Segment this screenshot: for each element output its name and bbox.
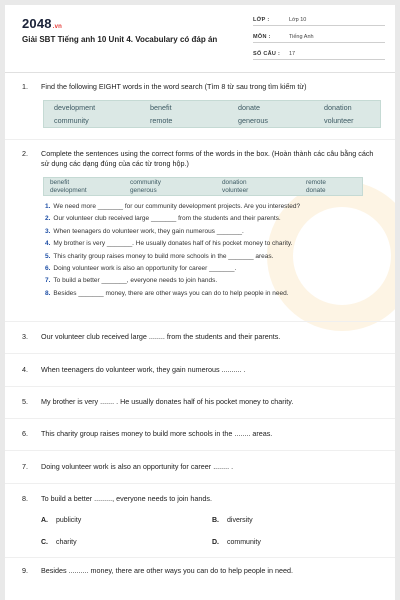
divider: [5, 353, 395, 354]
document-page: [5, 5, 395, 600]
word-item: volunteer: [222, 187, 249, 194]
question-text: When teenagers do volunteer work, they gain numerous .......... .: [41, 365, 246, 374]
question-6: [22, 429, 382, 439]
divider: [5, 557, 395, 558]
option-b[interactable]: B. diversity: [212, 517, 253, 524]
question-text: Complete the sentences using the correct forms of the words in the box. (Hoàn thành các câu bằng cách sử dụng các dạng đúng của các từ trong hộp.): [41, 149, 374, 168]
question-number: 5.: [22, 397, 28, 406]
meta-class-row: [253, 14, 385, 26]
sub-question: 3. When teenagers do volunteer work, they gain numerous _______.: [45, 227, 244, 235]
sub-question-list: [45, 203, 385, 302]
sub-question: 7. To build a better _______, everyone needs to join hands.: [45, 277, 218, 285]
divider: [5, 321, 395, 322]
question-2: [22, 149, 382, 169]
question-number: 7.: [22, 462, 28, 471]
question-number: 1.: [22, 82, 28, 91]
question-number: 3.: [22, 332, 28, 341]
meta-count-row: [253, 48, 385, 60]
meta-value: Tiếng Anh: [289, 34, 314, 40]
question-1: [22, 82, 382, 92]
meta-value: Lớp 10: [289, 17, 307, 23]
question-8: [22, 494, 382, 504]
question-text: Find the following EIGHT words in the word search (Tìm 8 từ sau trong tìm kiếm từ): [41, 82, 307, 91]
sub-question: 8. Besides _______ money, there are other ways you can do to help people in need.: [45, 289, 289, 297]
word-item: donation: [324, 103, 352, 112]
word-item: benefit: [50, 179, 70, 186]
option-c[interactable]: C. charity: [41, 539, 77, 546]
word-item: remote: [150, 116, 173, 125]
sub-question: 5. This charity group raises money to build more schools in the _______ areas.: [45, 252, 274, 260]
word-item: generous: [130, 187, 157, 194]
page-title: Giải SBT Tiếng anh 10 Unit 4. Vocabulary có đáp án: [22, 35, 218, 44]
divider: [5, 386, 395, 387]
option-a[interactable]: A. publicity: [41, 517, 82, 524]
divider: [5, 483, 395, 484]
document-header: [5, 5, 395, 73]
question-7: [22, 462, 382, 472]
meta-subject-row: [253, 31, 385, 43]
word-item: donation: [222, 179, 247, 186]
word-item: community: [54, 116, 89, 125]
question-text: Besides .......... money, there are other ways you can do to help people in need.: [41, 566, 293, 575]
meta-value: 17: [289, 51, 296, 57]
word-box-q2: [43, 177, 363, 196]
word-item: donate: [238, 103, 260, 112]
meta-label: LỚP :: [253, 17, 270, 23]
word-item: remote: [306, 179, 326, 186]
sub-question: 6. Doing volunteer work is also an opportunity for career _______.: [45, 264, 237, 272]
question-3: [22, 332, 382, 342]
question-text: To build a better ........., everyone needs to join hands.: [41, 494, 213, 503]
divider: [5, 418, 395, 419]
question-text: Doing volunteer work is also an opportunity for career ........ .: [41, 462, 234, 471]
option-d[interactable]: D. community: [212, 539, 261, 546]
meta-label: SỐ CÂU :: [253, 51, 281, 57]
sub-question: 2. Our volunteer club received large _______ from the students and their parents.: [45, 215, 281, 223]
word-item: volunteer: [324, 116, 354, 125]
question-9: [22, 566, 382, 576]
question-text: This charity group raises money to build more schools in the ........ areas.: [41, 429, 273, 438]
sub-question: 4. My brother is very _______. He usually donates half of his pocket money to charity.: [45, 240, 293, 248]
word-item: development: [54, 103, 96, 112]
question-number: 2.: [22, 149, 28, 158]
question-number: 8.: [22, 494, 28, 503]
question-5: [22, 397, 382, 407]
logo-suffix: .vn: [52, 24, 63, 30]
divider: [5, 139, 395, 140]
meta-label: MÔN :: [253, 34, 271, 40]
question-text: My brother is very ....... . He usually donates half of his pocket money to charity.: [41, 397, 294, 406]
site-logo[interactable]: 2048.vn: [22, 16, 63, 31]
question-number: 4.: [22, 365, 28, 374]
word-item: community: [130, 179, 161, 186]
word-item: benefit: [150, 103, 172, 112]
sub-question: 1. We need more _______ for our community development projects. Are you interested?: [45, 203, 301, 210]
word-item: generous: [238, 116, 268, 125]
word-item: development: [50, 187, 87, 194]
word-box-q1: [43, 100, 381, 128]
word-item: donate: [306, 187, 326, 194]
question-number: 9.: [22, 566, 28, 575]
question-number: 6.: [22, 429, 28, 438]
question-text: Our volunteer club received large ........ from the students and their parents.: [41, 332, 281, 341]
question-4: [22, 365, 382, 375]
divider: [5, 450, 395, 451]
